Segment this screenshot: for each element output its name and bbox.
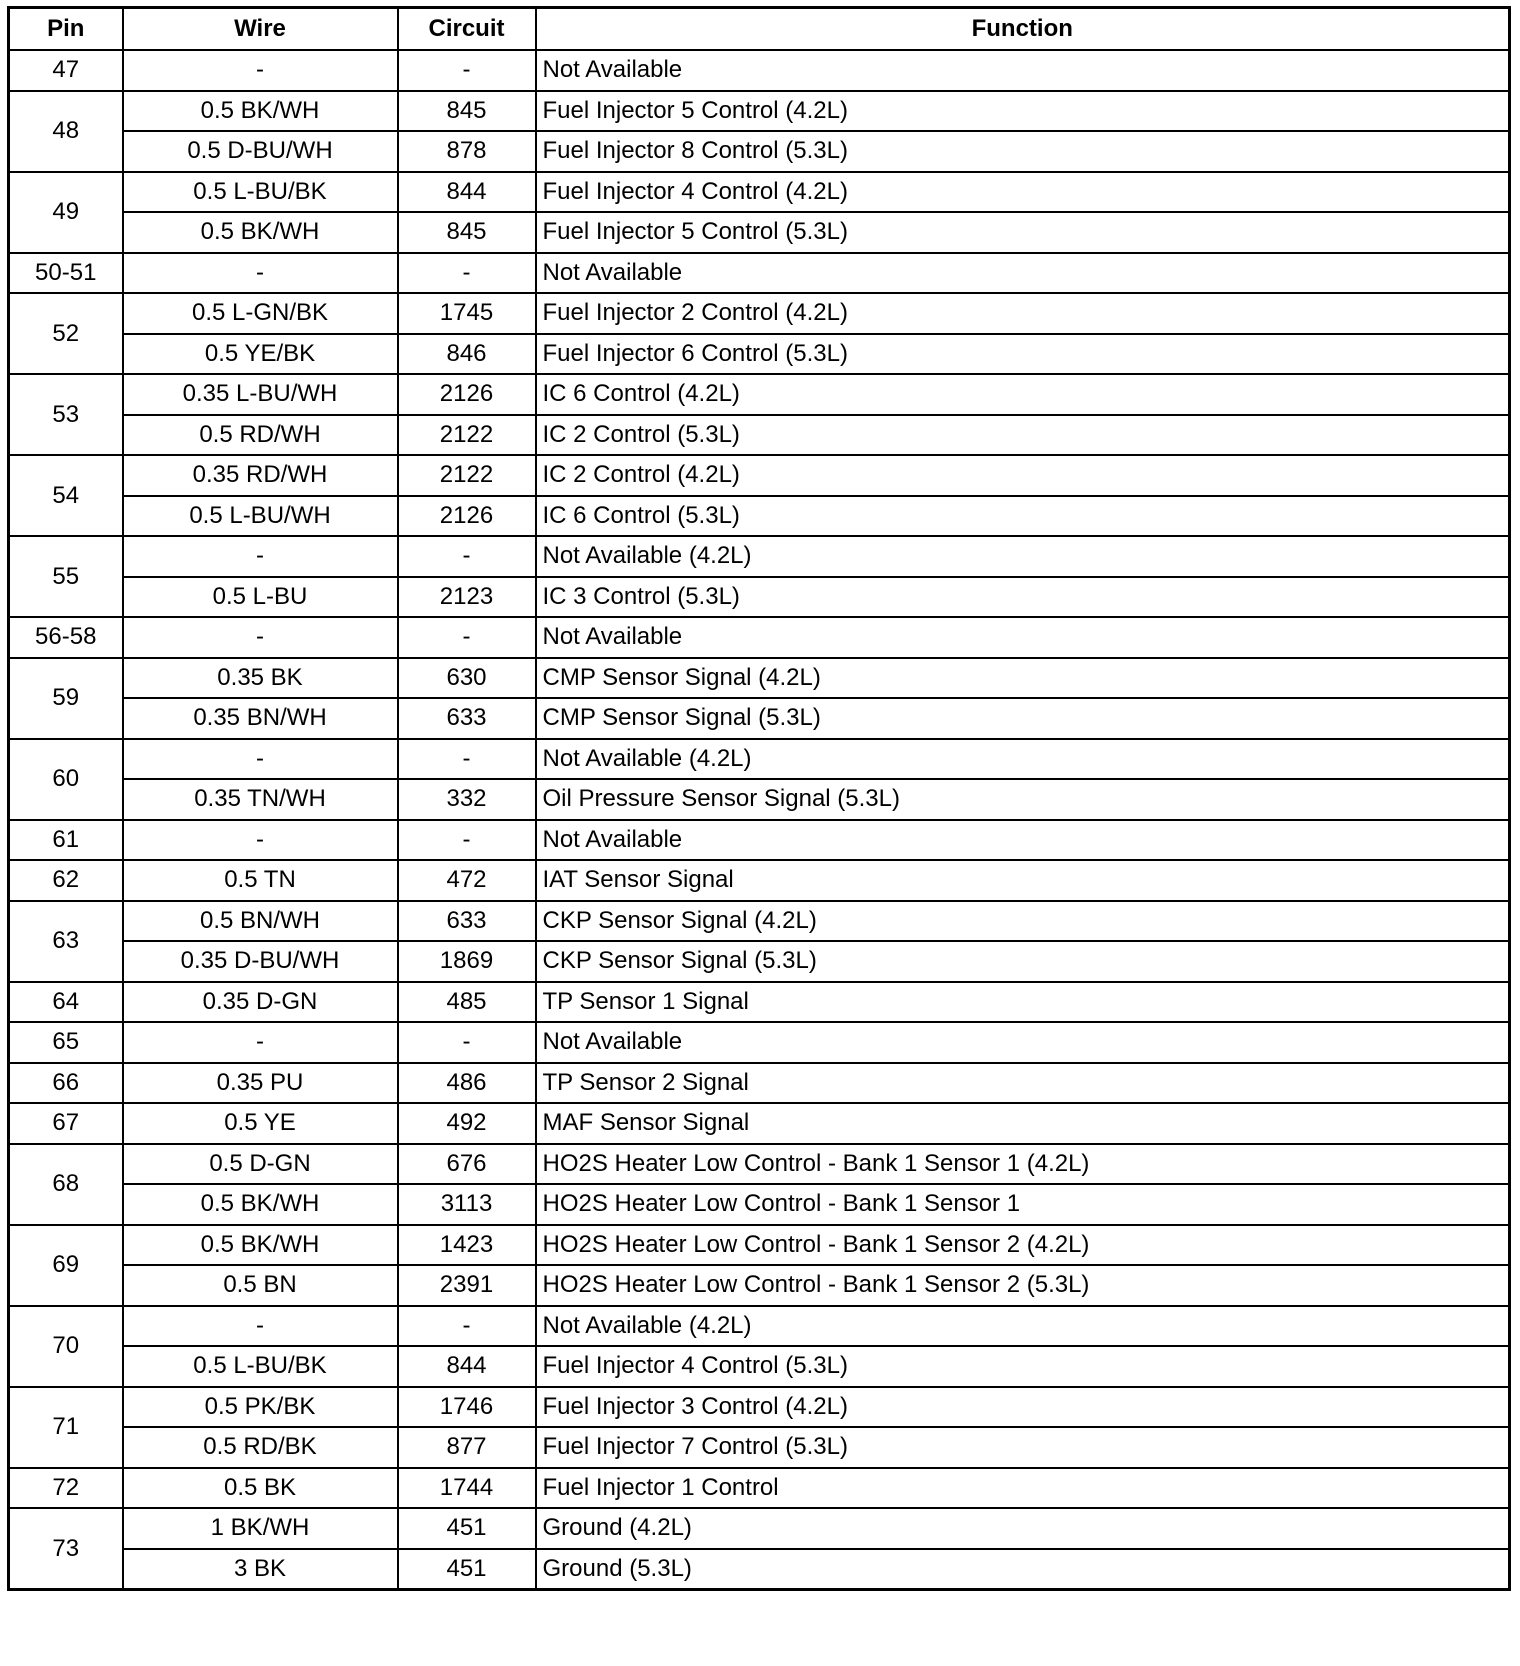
header-wire: Wire	[123, 8, 398, 51]
pin-cell: 56-58	[9, 617, 123, 658]
circuit-cell: 845	[398, 212, 536, 253]
circuit-cell: 676	[398, 1144, 536, 1185]
table-row	[9, 698, 1510, 739]
function-cell: Fuel Injector 5 Control (4.2L)	[536, 91, 1510, 132]
circuit-cell: -	[398, 50, 536, 91]
circuit-cell: -	[398, 536, 536, 577]
table-row	[9, 293, 1510, 334]
circuit-cell: 485	[398, 982, 536, 1023]
function-cell: CMP Sensor Signal (4.2L)	[536, 658, 1510, 699]
pin-cell: 65	[9, 1022, 123, 1063]
pin-cell: 62	[9, 860, 123, 901]
wire-cell: 0.5 TN	[123, 860, 398, 901]
header-pin: Pin	[9, 8, 123, 51]
wire-cell: 0.35 D-GN	[123, 982, 398, 1023]
function-cell: Not Available	[536, 1022, 1510, 1063]
table-row	[9, 982, 1510, 1023]
wire-cell: 3 BK	[123, 1549, 398, 1590]
pin-cell: 66	[9, 1063, 123, 1104]
circuit-cell: 2391	[398, 1265, 536, 1306]
table-row	[9, 131, 1510, 172]
pin-cell: 61	[9, 820, 123, 861]
pin-cell: 71	[9, 1387, 123, 1468]
table-row	[9, 1225, 1510, 1266]
function-cell: Fuel Injector 4 Control (5.3L)	[536, 1346, 1510, 1387]
wire-cell: 1 BK/WH	[123, 1508, 398, 1549]
circuit-cell: 2122	[398, 415, 536, 456]
wire-cell: 0.35 D-BU/WH	[123, 941, 398, 982]
circuit-cell: 877	[398, 1427, 536, 1468]
circuit-cell: 3113	[398, 1184, 536, 1225]
table-row	[9, 374, 1510, 415]
wire-cell: 0.5 BN	[123, 1265, 398, 1306]
table-row	[9, 779, 1510, 820]
wire-cell: 0.5 L-BU/BK	[123, 1346, 398, 1387]
table-row	[9, 334, 1510, 375]
function-cell: Not Available (4.2L)	[536, 1306, 1510, 1347]
function-cell: Fuel Injector 1 Control	[536, 1468, 1510, 1509]
function-cell: Fuel Injector 5 Control (5.3L)	[536, 212, 1510, 253]
table-row	[9, 820, 1510, 861]
header-row	[9, 8, 1510, 51]
wire-cell: -	[123, 253, 398, 294]
function-cell: Not Available	[536, 50, 1510, 91]
wire-cell: -	[123, 50, 398, 91]
circuit-cell: 844	[398, 172, 536, 213]
wire-cell: 0.5 PK/BK	[123, 1387, 398, 1428]
pin-cell: 70	[9, 1306, 123, 1387]
pin-cell: 72	[9, 1468, 123, 1509]
wire-cell: 0.35 BK	[123, 658, 398, 699]
pin-cell: 59	[9, 658, 123, 739]
function-cell: Not Available (4.2L)	[536, 536, 1510, 577]
table-row	[9, 253, 1510, 294]
function-cell: Ground (4.2L)	[536, 1508, 1510, 1549]
function-cell: CKP Sensor Signal (4.2L)	[536, 901, 1510, 942]
pin-cell: 47	[9, 50, 123, 91]
table-row	[9, 415, 1510, 456]
circuit-cell: 492	[398, 1103, 536, 1144]
wire-cell: -	[123, 739, 398, 780]
circuit-cell: -	[398, 1022, 536, 1063]
function-cell: HO2S Heater Low Control - Bank 1 Sensor 1	[536, 1184, 1510, 1225]
table-header	[9, 8, 1510, 51]
table-row	[9, 1508, 1510, 1549]
wire-cell: -	[123, 1022, 398, 1063]
table-row	[9, 1549, 1510, 1590]
table-row	[9, 50, 1510, 91]
circuit-cell: 878	[398, 131, 536, 172]
wire-cell: 0.5 YE/BK	[123, 334, 398, 375]
circuit-cell: 451	[398, 1549, 536, 1590]
pin-cell: 60	[9, 739, 123, 820]
wire-cell: 0.35 BN/WH	[123, 698, 398, 739]
table-row	[9, 1387, 1510, 1428]
circuit-cell: 472	[398, 860, 536, 901]
table-row	[9, 172, 1510, 213]
table-body	[9, 50, 1510, 1590]
pin-cell: 68	[9, 1144, 123, 1225]
pin-cell: 64	[9, 982, 123, 1023]
table-row	[9, 1346, 1510, 1387]
circuit-cell: 1744	[398, 1468, 536, 1509]
function-cell: IC 3 Control (5.3L)	[536, 577, 1510, 618]
function-cell: Not Available (4.2L)	[536, 739, 1510, 780]
circuit-cell: 1745	[398, 293, 536, 334]
pin-cell: 67	[9, 1103, 123, 1144]
circuit-cell: 332	[398, 779, 536, 820]
function-cell: Fuel Injector 8 Control (5.3L)	[536, 131, 1510, 172]
function-cell: IC 6 Control (5.3L)	[536, 496, 1510, 537]
circuit-cell: 2126	[398, 374, 536, 415]
wire-cell: -	[123, 820, 398, 861]
pin-cell: 73	[9, 1508, 123, 1590]
table-row	[9, 1144, 1510, 1185]
table-row	[9, 1306, 1510, 1347]
function-cell: HO2S Heater Low Control - Bank 1 Sensor 2 (4.2L)	[536, 1225, 1510, 1266]
pin-cell: 52	[9, 293, 123, 374]
circuit-cell: -	[398, 739, 536, 780]
table-row	[9, 91, 1510, 132]
circuit-cell: 844	[398, 1346, 536, 1387]
table-row	[9, 496, 1510, 537]
table-row	[9, 455, 1510, 496]
pin-cell: 53	[9, 374, 123, 455]
header-circuit: Circuit	[398, 8, 536, 51]
table-row	[9, 1265, 1510, 1306]
pin-cell: 69	[9, 1225, 123, 1306]
function-cell: HO2S Heater Low Control - Bank 1 Sensor 1 (4.2L)	[536, 1144, 1510, 1185]
circuit-cell: -	[398, 253, 536, 294]
wire-cell: -	[123, 536, 398, 577]
table-row	[9, 212, 1510, 253]
table-row	[9, 860, 1510, 901]
circuit-cell: 1746	[398, 1387, 536, 1428]
circuit-cell: 1423	[398, 1225, 536, 1266]
table-row	[9, 658, 1510, 699]
wire-cell: 0.5 L-BU/WH	[123, 496, 398, 537]
table-row	[9, 1427, 1510, 1468]
circuit-cell: 846	[398, 334, 536, 375]
table-row	[9, 901, 1510, 942]
wire-cell: -	[123, 617, 398, 658]
function-cell: IAT Sensor Signal	[536, 860, 1510, 901]
wire-cell: 0.35 TN/WH	[123, 779, 398, 820]
circuit-cell: 451	[398, 1508, 536, 1549]
wire-cell: 0.5 YE	[123, 1103, 398, 1144]
wire-cell: 0.5 L-GN/BK	[123, 293, 398, 334]
wire-cell: 0.5 RD/WH	[123, 415, 398, 456]
circuit-cell: 2123	[398, 577, 536, 618]
wire-cell: 0.35 RD/WH	[123, 455, 398, 496]
function-cell: IC 2 Control (4.2L)	[536, 455, 1510, 496]
table-row	[9, 536, 1510, 577]
circuit-cell: 633	[398, 901, 536, 942]
pin-cell: 50-51	[9, 253, 123, 294]
table-row	[9, 1022, 1510, 1063]
circuit-cell: -	[398, 1306, 536, 1347]
table-row	[9, 1063, 1510, 1104]
function-cell: Fuel Injector 6 Control (5.3L)	[536, 334, 1510, 375]
header-function: Function	[536, 8, 1510, 51]
table-row	[9, 1103, 1510, 1144]
function-cell: Not Available	[536, 617, 1510, 658]
function-cell: HO2S Heater Low Control - Bank 1 Sensor 2 (5.3L)	[536, 1265, 1510, 1306]
function-cell: IC 2 Control (5.3L)	[536, 415, 1510, 456]
circuit-cell: 845	[398, 91, 536, 132]
wire-cell: 0.5 BN/WH	[123, 901, 398, 942]
function-cell: Oil Pressure Sensor Signal (5.3L)	[536, 779, 1510, 820]
pin-cell: 48	[9, 91, 123, 172]
wire-cell: -	[123, 1306, 398, 1347]
table-row	[9, 1184, 1510, 1225]
function-cell: TP Sensor 1 Signal	[536, 982, 1510, 1023]
wire-cell: 0.5 BK/WH	[123, 1184, 398, 1225]
table-row	[9, 1468, 1510, 1509]
table-row	[9, 739, 1510, 780]
wire-cell: 0.5 BK	[123, 1468, 398, 1509]
table-row	[9, 577, 1510, 618]
wire-cell: 0.5 BK/WH	[123, 212, 398, 253]
function-cell: MAF Sensor Signal	[536, 1103, 1510, 1144]
function-cell: Fuel Injector 4 Control (4.2L)	[536, 172, 1510, 213]
function-cell: Ground (5.3L)	[536, 1549, 1510, 1590]
wire-cell: 0.5 L-BU/BK	[123, 172, 398, 213]
circuit-cell: -	[398, 820, 536, 861]
circuit-cell: 2122	[398, 455, 536, 496]
wire-cell: 0.5 D-BU/WH	[123, 131, 398, 172]
pin-cell: 55	[9, 536, 123, 617]
table-row	[9, 617, 1510, 658]
circuit-cell: 1869	[398, 941, 536, 982]
function-cell: Not Available	[536, 253, 1510, 294]
wire-cell: 0.5 RD/BK	[123, 1427, 398, 1468]
wire-cell: 0.5 L-BU	[123, 577, 398, 618]
circuit-cell: -	[398, 617, 536, 658]
function-cell: Not Available	[536, 820, 1510, 861]
function-cell: Fuel Injector 2 Control (4.2L)	[536, 293, 1510, 334]
function-cell: TP Sensor 2 Signal	[536, 1063, 1510, 1104]
wire-cell: 0.5 D-GN	[123, 1144, 398, 1185]
pin-function-table	[7, 6, 1511, 1591]
wire-cell: 0.35 L-BU/WH	[123, 374, 398, 415]
function-cell: Fuel Injector 7 Control (5.3L)	[536, 1427, 1510, 1468]
wire-cell: 0.5 BK/WH	[123, 1225, 398, 1266]
circuit-cell: 630	[398, 658, 536, 699]
table-row	[9, 941, 1510, 982]
circuit-cell: 2126	[398, 496, 536, 537]
circuit-cell: 633	[398, 698, 536, 739]
function-cell: CMP Sensor Signal (5.3L)	[536, 698, 1510, 739]
wire-cell: 0.35 PU	[123, 1063, 398, 1104]
pin-cell: 63	[9, 901, 123, 982]
function-cell: CKP Sensor Signal (5.3L)	[536, 941, 1510, 982]
circuit-cell: 486	[398, 1063, 536, 1104]
function-cell: IC 6 Control (4.2L)	[536, 374, 1510, 415]
wire-cell: 0.5 BK/WH	[123, 91, 398, 132]
pin-cell: 49	[9, 172, 123, 253]
function-cell: Fuel Injector 3 Control (4.2L)	[536, 1387, 1510, 1428]
pin-cell: 54	[9, 455, 123, 536]
